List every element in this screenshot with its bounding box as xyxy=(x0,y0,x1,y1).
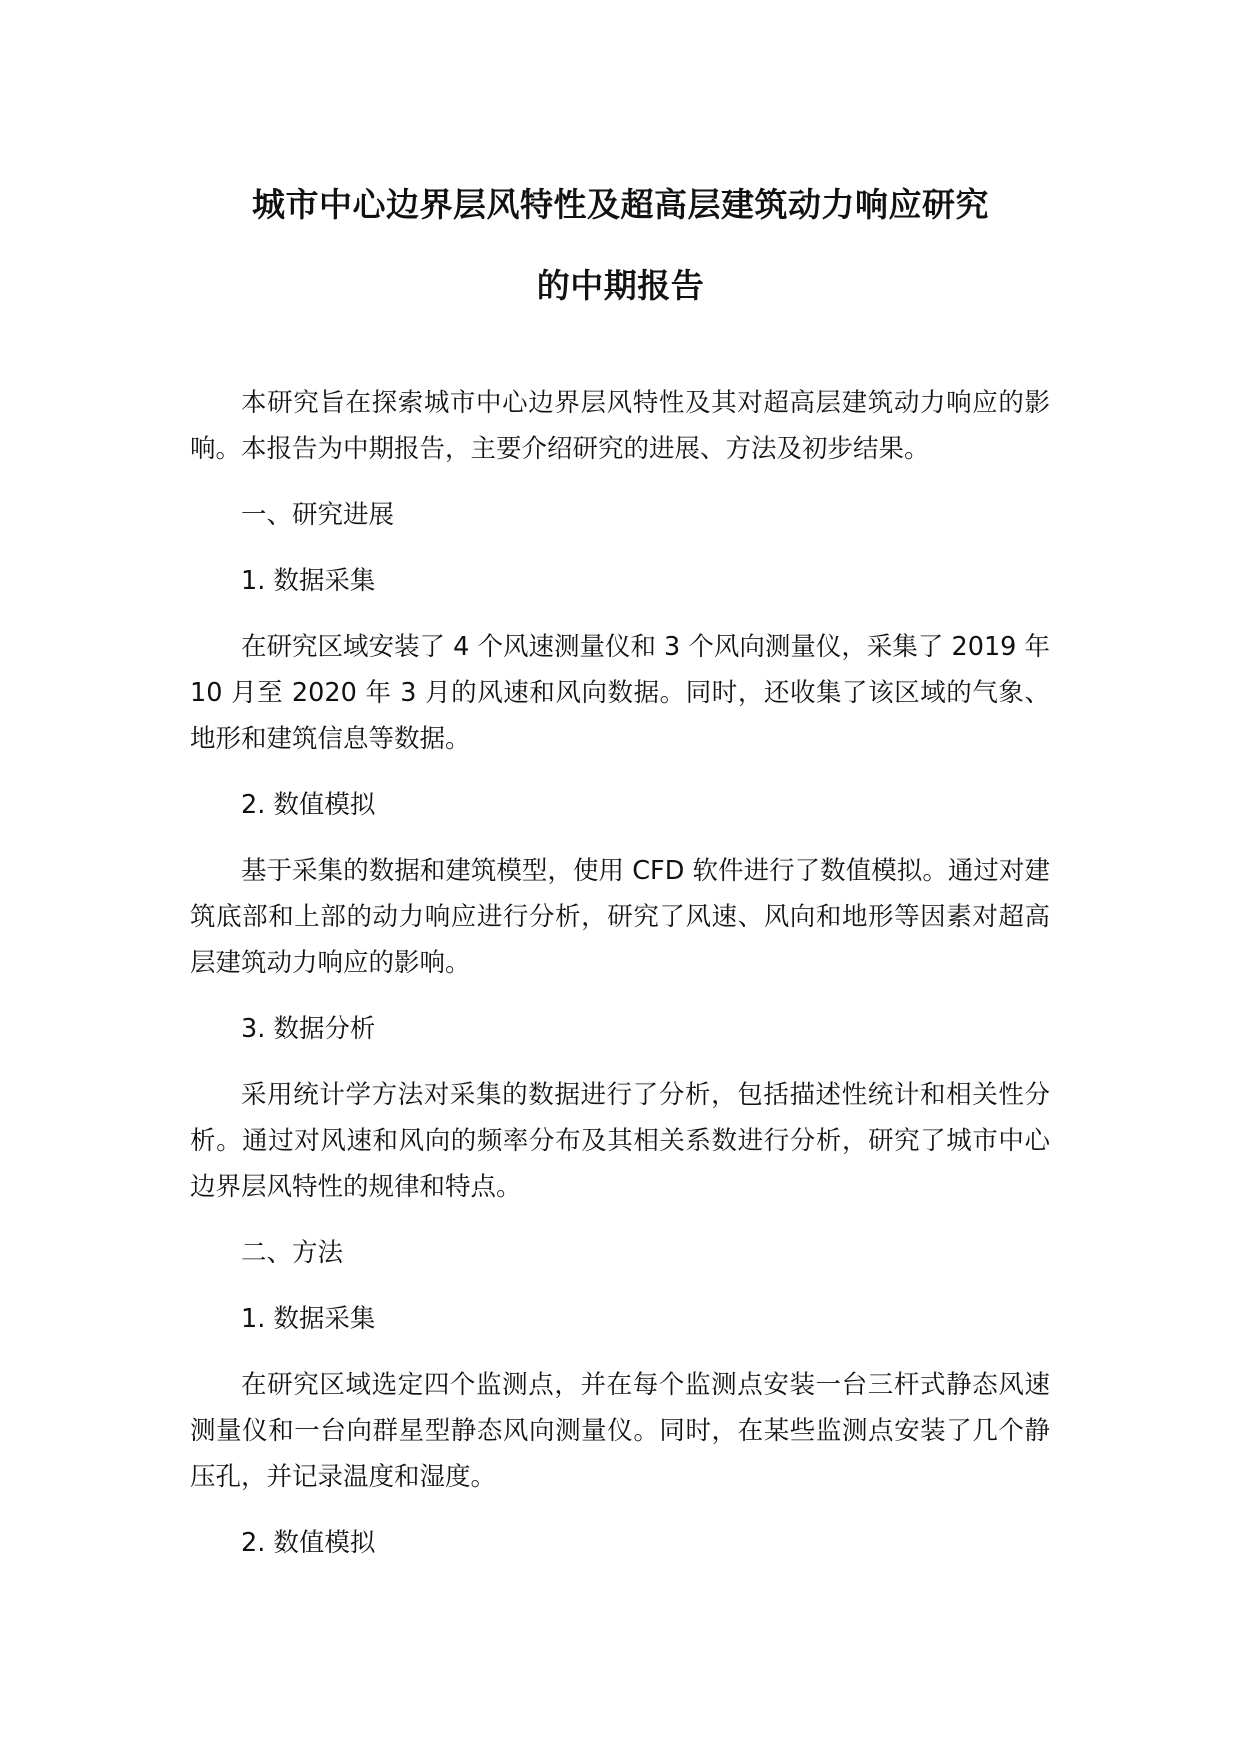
subheading-data-collection: 1. 数据采集 xyxy=(241,566,376,596)
document-body xyxy=(190,380,1050,1566)
paragraph-data-analysis: 采用统计学方法对采集的数据进行了分析，包括描述性统计和相关性分析。通过对风速和风向的频率分布及其相关系数进行分析，研究了城市中心边界层风特性的规律和特点。 xyxy=(190,1080,1050,1202)
paragraph-methods-data-collection: 在研究区域选定四个监测点，并在每个监测点安装一台三杆式静态风速测量仪和一台向群星型静态风向测量仪。同时，在某些监测点安装了几个静压孔，并记录温度和湿度。 xyxy=(190,1370,1050,1492)
subheading-numerical-simulation: 2. 数值模拟 xyxy=(241,790,376,820)
intro-paragraph: 本研究旨在探索城市中心边界层风特性及其对超高层建筑动力响应的影响。本报告为中期报告，主要介绍研究的进展、方法及初步结果。 xyxy=(190,388,1050,464)
paragraph-data-collection: 在研究区域安装了 4 个风速测量仪和 3 个风向测量仪，采集了 2019 年 10 月至 2020 年 3 月的风速和风向数据。同时，还收集了该区域的气象、地形和建筑信息等数据。 xyxy=(190,632,1050,754)
subheading-data-analysis: 3. 数据分析 xyxy=(241,1014,376,1044)
section-heading-progress: 一、研究进展 xyxy=(241,500,395,530)
subheading-methods-data-collection: 1. 数据采集 xyxy=(241,1304,376,1334)
document-title-line-2: 的中期报告 xyxy=(536,266,705,305)
subheading-methods-numerical-simulation: 2. 数值模拟 xyxy=(241,1528,376,1558)
paragraph-numerical-simulation: 基于采集的数据和建筑模型，使用 CFD 软件进行了数值模拟。通过对建筑底部和上部的动力响应进行分析，研究了风速、风向和地形等因素对超高层建筑动力响应的影响。 xyxy=(190,856,1050,978)
document-title-line-1: 城市中心边界层风特性及超高层建筑动力响应研究 xyxy=(252,185,989,224)
section-heading-methods: 二、方法 xyxy=(241,1238,344,1268)
